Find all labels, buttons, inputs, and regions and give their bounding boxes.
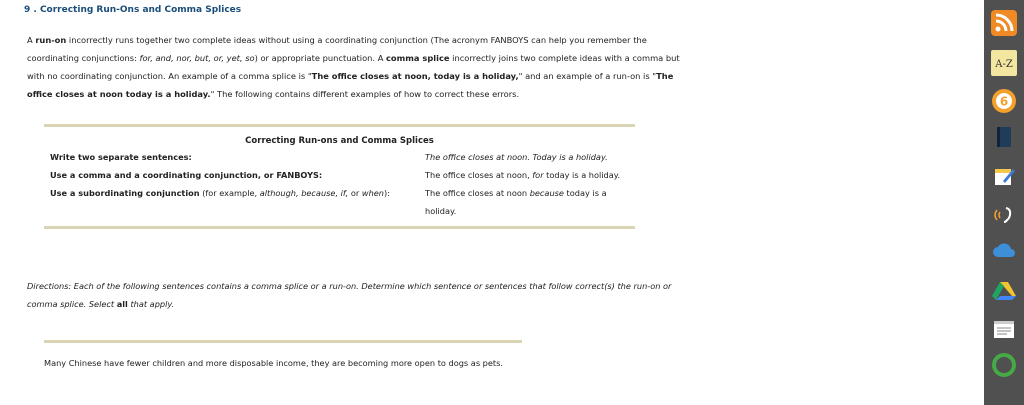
document-icon[interactable] (991, 316, 1017, 342)
table-top-rule (44, 124, 635, 127)
answer-option[interactable] (44, 340, 522, 368)
method-cell: Write two separate sentences: (50, 152, 192, 162)
method-cell: Use a subordinating conjunction (for example, although, because, if, or when): (50, 188, 390, 198)
circle-o-icon[interactable] (991, 352, 1017, 378)
book-icon[interactable] (991, 124, 1017, 150)
answer-top-rule (44, 340, 522, 343)
svg-text:6: 6 (999, 94, 1009, 109)
google-drive-icon[interactable] (991, 278, 1017, 304)
toolbar-sidebar (984, 0, 1024, 405)
table-bottom-rule (44, 226, 635, 229)
fanboys-list: for, and, nor, but, or, yet, so (139, 53, 255, 63)
method-cell: Use a comma and a coordinating conjunction, or FANBOYS: (50, 170, 323, 180)
rss-icon[interactable] (991, 10, 1017, 36)
example-cell: The office closes at noon. Today is a holiday. (425, 152, 608, 162)
comma-splice-term: comma splice (386, 53, 450, 63)
table-title: Correcting Run-ons and Comma Splices (245, 136, 434, 146)
six-badge-icon[interactable] (991, 88, 1017, 114)
a-z-dictionary-icon[interactable] (991, 50, 1017, 76)
audio-speak-icon[interactable] (991, 202, 1017, 228)
examples-table (44, 124, 635, 229)
example-cell: The office closes at noon, for today is a holiday. (425, 170, 621, 180)
table-row (44, 166, 635, 184)
cloud-icon[interactable] (991, 238, 1017, 264)
question-title: 9 . Correcting Run-Ons and Comma Splices (24, 5, 242, 15)
run-on-example: The office closes at noon today is a holiday. (27, 71, 674, 99)
example-cell: The office closes at noon because today is a holiday. (425, 188, 607, 216)
svg-text:A-Z: A-Z (995, 59, 1013, 70)
examples-grid (44, 148, 635, 220)
run-on-term: run-on (35, 35, 67, 45)
answer-sentence[interactable]: Many Chinese have fewer children and more disposable income, they are becoming more open to dogs as pets. (44, 358, 503, 368)
directions-text: Directions: Each of the following sentences contains a comma splice or a run-on. Determine which sentence or sentences that follow correct(s) the run-on or comma splice. Select all that apply. (27, 281, 672, 309)
comma-splice-example: The office closes at noon, today is a holiday, (311, 71, 519, 81)
table-row (44, 184, 635, 220)
table-row (44, 148, 635, 166)
note-pencil-icon[interactable] (991, 163, 1017, 189)
intro-paragraph: A run-on incorrectly runs together two complete ideas without using a coordinating conjunction (The acronym FANBOYS can help you remember the coordinating conjunctions: for, and, nor, but, or, yet, so) or appropriate punctuation. A comma splice incorrectly joins two complete ideas with a comma but with no coordinating conjunction. An example of a comma splice is "The office closes at noon, today is a holiday," and an example of a run-on is "The office closes at noon today is a holiday." The following contains different examples of how to correct these errors. (27, 35, 680, 99)
